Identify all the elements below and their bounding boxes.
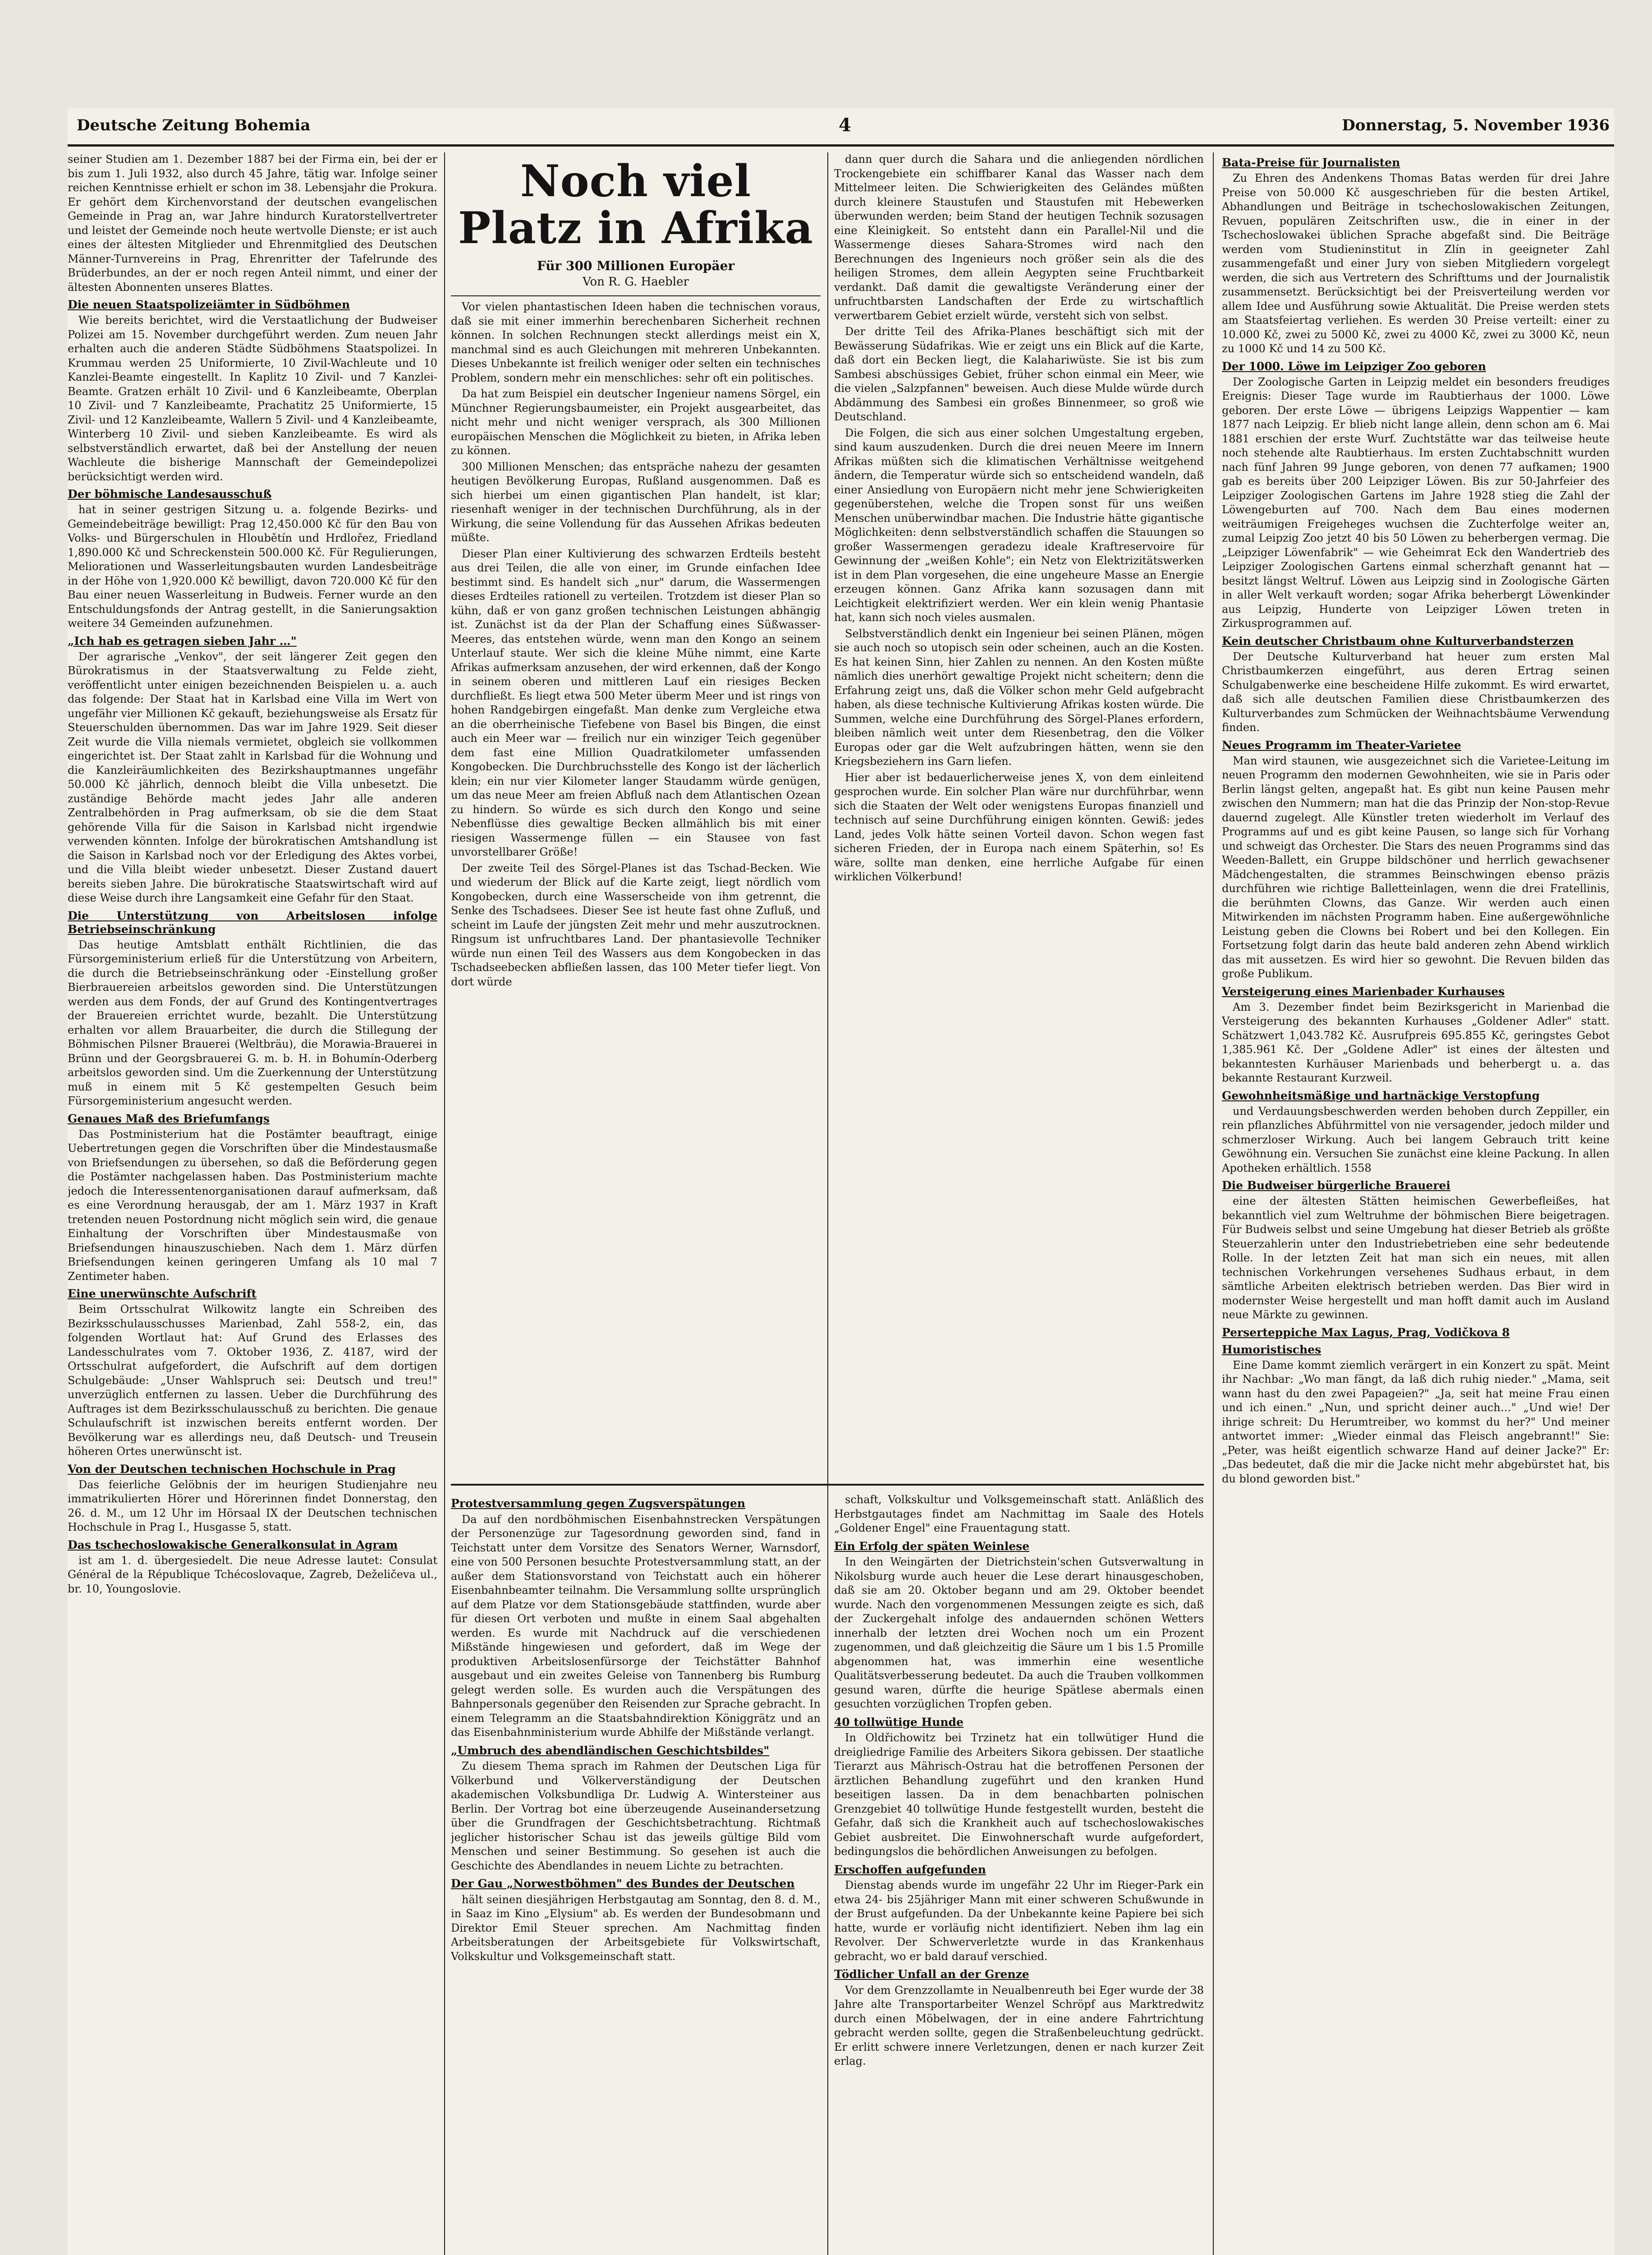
- article-heading: Bata-Preise für Journalisten: [1222, 156, 1400, 169]
- paragraph: Dieser Plan einer Kultivierung des schwarzen Erdteils besteht aus drei Teilen, die alle von einer, im Grunde einfachen Idee bestimmt sind. Es handelt sich „nur" darum, die Wassermengen dieses Erdteiles rationell zu verteilen. Trotzdem ist dieser Plan so kühn, daß er von ganz großen technischen Leistungen abhängig ist. Zunächst ist da der Plan der Schaffung eines Süßwasser-Meeres, das entstehen würde, wenn man den Kongo an seinem Unterlauf staute. Wer sich die kleine Mühe nimmt, eine Karte Afrikas aufmerksam anzusehen, der wird erkennen, daß der Kongo in seinem oberen und mittleren Lauf ein riesiges Becken durchfließt. Es liegt etwa 500 Meter überm Meer und ist rings von hohen Randgebirgen eingefaßt. Man denke zum Vergleiche etwa an die oberrheinische Tiefebene von Basel bis Bingen, die einst auch ein Meer war — freilich nur ein winziger Teich gegenüber dem fast eine Million Quadratkilometer umfassenden Kongobecken. Die Durchbruchsstelle des Kongo ist der lächerlich klein; ein nur vier Kilometer langer Staudamm würde genügen, um das neue Meer am freien Abfluß nach dem Atlantischen Ozean zu hindern. So würde es sich durch den Kongo und seine Nebenflüsse dies gewaltige Becken allmählich bis mit einer riesigen Wassermenge füllen — ein Stausee von fast unvorstellbarer Größe!: [451, 547, 821, 858]
- column-1: [68, 152, 437, 2255]
- article-heading: „Ich hab es getragen sieben Jahr …": [68, 634, 297, 648]
- feature-title: Noch viel Platz in Afrika: [458, 156, 813, 253]
- article-heading: Versteigerung eines Marienbader Kurhauses: [1222, 985, 1505, 998]
- lower-column-3: [834, 1493, 1204, 2255]
- paragraph: Das Postministerium hat die Postämter beauftragt, einige Uebertretungen gegen die Vorschriften über die Mindestausmaße von Briefsendungen zu übersehen, so daß die Beförderung gegen die Postämter nachgelassen haben. Das Postministerium machte jedoch die Interessentenorganisationen darauf aufmerksam, daß es eine Verordnung herausgab, der am 1. März 1937 in Kraft tretenden neuen Postordnung nicht möglich sein wird, die genaue Einhaltung der Vorschriften über Mindestausmaße von Briefsendungen hinauszuschieben. Nach dem 1. März dürfen Briefsendungen keinen geringeren Umfang als 10 mal 7 Zentimeter haben.: [68, 1128, 437, 1283]
- article-heading: Das tschechoslowakische Generalkonsulat in Agram: [68, 1538, 398, 1551]
- feature-continuation: [834, 152, 1204, 1478]
- article-heading: Die Budweiser bürgerliche Brauerei: [1222, 1179, 1450, 1192]
- column-rule: [444, 152, 445, 2255]
- paragraph: Vor vielen phantastischen Ideen haben die technischen voraus, daß sie mit einer immerhin berechenbaren Sicherheit rechnen können. In solchen Rechnungen steckt allerdings meist ein X, manchmal sind es auch Gleichungen mit mehreren Unbekannten. Dieses Unbekannte ist freilich weniger oder selten ein technisches Problem, sondern mehr ein menschliches: sehr oft ein politisches.: [451, 300, 821, 384]
- paragraph: Dienstag abends wurde im ungefähr 22 Uhr im Rieger-Park ein etwa 24- bis 25jähriger Mann mit einer schweren Schußwunde in der Brust aufgefunden. Da der Unbekannte keine Papiere bei sich hatte, wurde er vorläufig nicht identifiziert. Neben ihm lag ein Revolver. Der Schwerverletzte wurde in das Krankenhaus gebracht, wo er bald darauf verschied.: [834, 1879, 1204, 1963]
- feature-bottom-rule: [451, 1484, 1204, 1486]
- issue-date: Donnerstag, 5. November 1936: [1342, 116, 1610, 134]
- paragraph: Am 3. Dezember findet beim Bezirksgericht in Marienbad die Versteigerung des bekannten Kurhauses „Goldener Adler" statt. Schätzwert 1,043.782 Kč. Ausrufpreis 695.855 Kč, geringstes Gebot 1,385.961 Kč. Der „Goldene Adler" ist eines der ältesten und bekanntesten Kurhäuser Marienbads und beherbergt u. a. das bekannte Restaurant Kurzweil.: [1222, 1000, 1610, 1084]
- paragraph: Der zweite Teil des Sörgel-Planes ist das Tschad-Becken. Wie und wiederum der Blick auf die Karte zeigt, liegt nördlich vom Kongobecken, durch eine Wasserscheide von ihm getrennt, die Senke des Tschadsees. Dieser See ist heute fast ohne Zufluß, und scheint im Laufe der jüngsten Zeit mehr und mehr auszutrocknen. Ringsum ist unfruchtbares Land. Der phantasievolle Techniker würde nun einen Teil des Wassers aus dem Kongobecken in das Tschadseebecken abfließen lassen, das 100 Meter tiefer liegt. Von dort würde: [451, 861, 821, 988]
- paragraph: Der dritte Teil des Afrika-Planes beschäftigt sich mit der Bewässerung Südafrikas. Wie er zeigt uns ein Blick auf die Karte, daß dort ein Becken liegt, die Kalahariwüste. Sie ist bis zum Sambesi abschüssiges Gebiet, früher schon einmal ein Meer, wie die vielen „Salzpfannen" beweisen. Auch diese Mulde würde durch Abdämmung des Sambesi ein großes Binnenmeer, so groß wie Deutschland.: [834, 325, 1204, 423]
- paragraph: Da hat zum Beispiel ein deutscher Ingenieur namens Sörgel, ein Münchner Regierungsbaumeister, ein Projekt ausgearbeitet, das nicht mehr und nicht weniger versprach, als 300 Millionen europäischen Menschen die Möglichkeit zu bieten, in Afrika leben zu können.: [451, 387, 821, 457]
- article-heading: Tödlicher Unfall an der Grenze: [834, 1968, 1029, 1981]
- paragraph: Zu Ehren des Andenkens Thomas Batas werden für drei Jahre Preise von 50.000 Kč ausgeschrieben für die besten Artikel, Abhandlungen und Beiträge in tschechoslowakischen Zeitungen, Revuen, populären Zeitschriften usw., die in einer in der Tschechoslowakei üblichen Sprache abgefaßt sind. Die Beiträge werden vom Studieninstitut in Zlín in geeigneter Zahl zusammengefaßt und einer Jury von sieben Mitgliedern vorgelegt werden, die sich aus Vertretern des Schrifttums und der Journalistik zusammensetzt. Berücksichtigt bei der Preisverteilung werden vor allem Idee und Ausführung sowie Aktualität. Die Preise werden stets am Staatsfeiertag verliehen. Es werden 30 Preise verteilt: einer zu 10.000 Kč, zwei zu 5000 Kč, zwei zu 4000 Kč, zwei zu 3000 Kč, neun zu 1000 Kč und 14 zu 500 Kč.: [1222, 172, 1610, 355]
- article-heading: Gewohnheitsmäßige und hartnäckige Verstopfung: [1222, 1089, 1540, 1102]
- paragraph: Eine Dame kommt ziemlich verärgert in ein Konzert zu spät. Meint ihr Nachbar: „Wo man fängt, da laß dich ruhig nieder." „Mama, seit wann hast du den zwei Papageien?" „Ja, seit hat meine Frau einen und ich einen." „Nun, und spricht deiner auch…" „Und wie! Der ihrige schreit: Du Herumtreiber, wo kommst du her?" Und meiner antwortet immer: „Wieder einmal das Fleisch angebrannt!" Sie: „Peter, was heißt eigentlich schwarze Hand auf deiner Jacke?" Er: „Das bedeutet, daß die mir die Jacke nicht mehr abgebürstet hat, bis du blond geworden bist.": [1222, 1358, 1610, 1485]
- paragraph: Wie bereits berichtet, wird die Verstaatlichung der Budweiser Polizei am 15. November durchgeführt werden. Zum neuen Jahr erhalten auch die anderen Städte Südböhmens Staatspolizei. In Krummau werden 25 Uniformierte, 10 Zivil-Wachleute und 10 Kanzlei-Beamte eingestellt. In Kaplitz 10 Zivil- und 7 Kanzlei-Beamte. Gratzen erhält 10 Zivil- und 6 Kanzleibeamte, Oberplan 10 Zivil- und 7 Kanzleibeamte, Prachatitz 25 Uniformierte, 15 Zivil- und 12 Kanzleibeamte, Wallern 5 Zivil- und 4 Kanzleibeamte, Winterberg 10 Zivil- und sieben Kanzleibeamte. Es wird als selbstverständlich erwartet, daß bei der Anstellung der neuen Wachleute die bisherige Mannschaft der Gemeindepolizei berücksichtigt werden wird.: [68, 314, 437, 483]
- paragraph: Man wird staunen, wie ausgezeichnet sich die Varietee-Leitung im neuen Programm den modernen Gewohnheiten, wie sie in Paris oder Berlin längst gelten, angepaßt hat. Es gibt nun keine Pausen mehr zwischen den Nummern; man hat die das Prinzip der Non-stop-Revue dauernd zugelegt. Alle Künstler treten wiederholt im Verlauf des Programms auf und es gibt keine Pausen, so lange sich für Vorhang und schweigt das Orchester. Die Stars des neuen Programms sind das Weeden-Ballett, ein Gruppe bildschöner und herrlich gewachsener Mädchengestalten, die strammes Beinschwingen ebenso präzis durchführen wie richtige Balletteinlagen, wenn die drei Fratellinis, die berühmten Clowns, das Ganze. Wir werden auch einen Mitwirkenden im nächsten Programm haben. Eine außergewöhnliche Leistung geben die Clowns bei Robert und bei den Kollegen. Ein Fortsetzung folgt darin das heute bald anderen zehn Abend wirklich das mit aussetzen. Es wird hier so gewohnt. Die Revuen bilden das große Publikum.: [1222, 754, 1610, 980]
- paragraph: Die Folgen, die sich aus einer solchen Umgestaltung ergeben, sind kaum auszudenken. Durch die drei neuen Meere im Innern Afrikas müßten sich die klimatischen Verhältnisse weitgehend ändern, die Temperatur würde sich so entscheidend wandeln, daß einer Ansiedlung von Europäern nicht mehr jene Schwierigkeiten gegenüberstehen, welche die Tropen sonst für uns weißen Menschen unüberwindbar machen. Die Industrie hätte gigantische Möglichkeiten: denn selbstverständlich schaffen die Stauungen so großer Wassermengen geradezu ideale Kraftreservoire für Gewinnung der „weißen Kohle"; ein Netz von Elektrizitätswerken ist in dem Plan vorgesehen, die eine ungeheure Masse an Energie erzeugen können. Ganz Afrika kann sozusagen dann mit Leichtigkeit elektrifiziert werden. Wer ein klein wenig Phantasie hat, kann sich noch vieles ausmalen.: [834, 426, 1204, 624]
- article-heading: „Umbruch des abendländischen Geschichtsbildes": [451, 1744, 770, 1757]
- paragraph: Der Zoologische Garten in Leipzig meldet ein besonders freudiges Ereignis: Dieser Tage wurde im Raubtierhaus der 1000. Löwe geboren. Der erste Löwe — übrigens Leipzigs Wappentier — kam 1877 nach Leipzig. Er blieb nicht lange allein, denn schon am 6. Mai 1881 erschien der erste Wurf. Zuchtstätte war das teilweise heute noch stehende alte Raubtierhaus. Im ersten Zuchtabschnitt wurden nach fünf Jahren 99 Junge geboren, von denen 77 aufkamen; 1900 gab es bereits über 200 Leipziger Löwen. Bis zur 50-Jahrfeier des Leipziger Zoologischen Gartens im Jahre 1928 stieg die Zahl der Löwengeburten auf 700. Nach dem Bau eines modernen weiträumigen Freigeheges wuchsen die Zuchterfolge weiter an, zumal Leipzig Zoo jetzt 40 bis 50 Löwen zu beherbergen vermag. Die „Leipziger Löwenfabrik" — wie Geheimrat Eck den Wandertrieb des Leipziger Zoologischen Gartens einmal scherzhaft genannt hat — besitzt längst Weltruf. Löwen aus Leipzig sind in Zoologische Gärten in aller Welt verkauft worden; sogar Afrika beherbergt Löwenkinder aus Leipzig, Hunderte von Leipziger Löwen treten in Zirkusprogrammen auf.: [1222, 375, 1610, 630]
- paragraph: Der agrarische „Venkov", der seit längerer Zeit gegen den Bürokratismus in der Staatsverwaltung zu Felde zieht, veröffentlicht unter einigen bezeichnenden Beispielen u. a. auch das folgende: Der Staat hat in Karlsbad eine Villa im Wert von ungefähr vier Millionen Kč gekauft, beziehungsweise als Ersatz für Steuerschulden übernommen. Das war im Jahre 1929. Seit dieser Zeit wurde die Villa niemals vermietet, obgleich sie vollkommen eingerichtet ist. Der Staat zahlt in Karlsbad für die Wohnung und die Kanzleiräumlichkeiten des Bezirkshauptmannes ungefähr 50.000 Kč jährlich, dennoch bleibt die Villa unbesetzt. Die zuständige Behörde macht jedes Jahr alle anderen Zentralbehörden in Prag aufmerksam, ob sie die dem Staat gehörende Villa für die Saison in Karlsbad nicht irgendwie verwenden könnten. Infolge der bürokratischen Amtshandlung ist die Saison in Karlsbad noch vor der Erledigung des Aktes vorbei, und die Villa bleibt wieder unbesetzt. Dieser Zustand dauert bereits sieben Jahre. Die bürokratische Staatswirtschaft wird auf diese Weise durch ihre Langsamkeit eine Gefahr für den Staat.: [68, 650, 437, 904]
- paragraph: und Verdauungsbeschwerden werden behoben durch Zeppiller, ein rein pflanzliches Abführmittel von nie versagender, jedoch milder und schmerzloser Wirkung. Auch bei langem Gebrauch tritt keine Gewöhnung ein. Versuchen Sie zunächst eine kleine Packung. In allen Apotheken erhältlich. 1558: [1222, 1104, 1610, 1174]
- article-heading: Der Gau „Norwestböhmen" des Bundes der Deutschen: [451, 1877, 795, 1890]
- article-heading: Von der Deutschen technischen Hochschule in Prag: [68, 1462, 396, 1476]
- article-heading: Protestversammlung gegen Zugsverspätungen: [451, 1497, 745, 1510]
- page-number: 4: [839, 115, 851, 136]
- paragraph: Der Deutsche Kulturverband hat heuer zum ersten Mal Christbaumkerzen eingeführt, aus deren Ertrag seinen Schulgabenwerke eine bescheidene Hilfe zukommt. Es wird erwartet, daß sich alle deutschen Familien diese Christbaumkerzen des Kulturverbandes zum Schmücken der Weihnachtsbäume Verwendung finden.: [1222, 650, 1610, 734]
- paragraph: In Oldřichowitz bei Trzinetz hat ein tollwütiger Hund die dreigliedrige Familie des Arbeiters Sikora gebissen. Der staatliche Tierarzt aus Mährisch-Ostrau hat die betroffenen Personen der ärztlichen Behandlung zugeführt und den kranken Hund beseitigen lassen. Da in dem benachbarten polnischen Grenzgebiet 40 tollwütige Hunde festgestellt wurden, besteht die Gefahr, daß sich die Krankheit auch auf tschechoslowakisches Gebiet ausbreitet. Die Einwohnerschaft wurde aufgefordert, bedingungslos die behördlichen Anweisungen zu befolgen.: [834, 1731, 1204, 1858]
- article-heading: Ein Erfolg der späten Weinlese: [834, 1539, 1030, 1553]
- article-heading: Eine unerwünschte Aufschrift: [68, 1287, 257, 1300]
- paragraph: hält seinen diesjährigen Herbstgautag am Sonntag, den 8. d. M., in Saaz im Kino „Elysium" ab. Es werden der Bundesobmann und Direktor Emil Steuer sprechen. Am Nachmittag finden Arbeitsberatungen der Arbeitsgebiete für Volkswirtschaft, Volkskultur und Volksgemeinschaft statt.: [451, 1893, 821, 1963]
- lower-column-2: [451, 1493, 821, 2255]
- paragraph: Vor dem Grenzzollamte in Neualbenreuth bei Eger wurde der 38 Jahre alte Transportarbeiter Wenzel Schröpf aus Marktredwitz durch einen Möbelwagen, der in eine andere Fahrtrichtung gebracht werden sollte, gegen die Straßenbeleuchtung gedrückt. Er erlitt schwere innere Verletzungen, denen er nach kurzer Zeit erlag.: [834, 1983, 1204, 2067]
- article-heading: 40 tollwütige Hunde: [834, 1715, 964, 1729]
- column-rule: [1213, 152, 1214, 2255]
- paragraph: eine der ältesten Stätten heimischen Gewerbefleißes, hat bekanntlich viel zum Weltruhme der böhmischen Biere beigetragen. Für Budweis selbst und seine Umgebung hat dieser Betrieb als größte Steuerzahlerin unter den Industriebetrieben eine sehr bedeutende Rolle. In der letzten Zeit hat man sich ein neues, mit allen technischen Vorkehrungen versehenes Sudhaus erbaut, in dem sämtliche Arbeiten elektrisch betrieben werden. Das Bier wird in modernster Weise hergestellt und man hofft damit auch im Ausland neue Märkte zu gewinnen.: [1222, 1195, 1610, 1321]
- paragraph: ist am 1. d. übergesiedelt. Die neue Adresse lautet: Consulat Général de la République Tchécoslovaque, Zagreb, Deželičeva ul., br. 10, Youngoslovie.: [68, 1554, 437, 1595]
- paragraph: schaft, Volkskultur und Volksgemeinschaft statt. Anläßlich des Herbstgautages findet am Nachmittag im Saale des Hotels „Goldener Engel" eine Frauentagung statt.: [834, 1493, 1204, 1534]
- article-heading: Die Unterstützung von Arbeitslosen infolge Betriebseinschränkung: [68, 909, 437, 936]
- page-header: [68, 108, 1614, 147]
- paragraph: 300 Millionen Menschen; das entspräche nahezu der gesamten heutigen Bevölkerung Europas, Rußland ausgenommen. Daß es sich hierbei um einen gigantischen Plan handelt, ist klar; riesenhaft weniger in der technischen Durchführung, als in der Wirkung, die seine Vollendung für das Aussehen Afrikas bedeuten müßte.: [451, 460, 821, 544]
- article-heading: Humoristisches: [1222, 1343, 1322, 1356]
- feature-subtitle: Für 300 Millionen Europäer: [537, 258, 735, 273]
- newspaper-page: [68, 108, 1614, 2255]
- feature-byline: Von R. G. Haebler: [583, 275, 689, 289]
- article-heading: Erschoffen aufgefunden: [834, 1863, 986, 1876]
- article-heading: Der 1000. Löwe im Leipziger Zoo geboren: [1222, 359, 1486, 373]
- column-rule: [827, 152, 828, 2255]
- paragraph: Hier aber ist bedauerlicherweise jenes X, von dem einleitend gesprochen wurde. Ein solcher Plan wäre nur durchführbar, wenn sich die Staaten der Welt oder wenigstens Europas finanziell und technisch auf seine Durchführung einigen könnten. Gewiß: jedes Land, jedes Volk hätte seinen Vorteil davon. Schon wegen fast sicheren Frieden, der in Europa nach einem Späterhin, so! Es wäre, sollte man denken, eine herrliche Aufgabe für einen wirklichen Völkerbund!: [834, 771, 1204, 883]
- paragraph: hat in seiner gestrigen Sitzung u. a. folgende Bezirks- und Gemeindebeiträge bewilligt: Prag 12,450.000 Kč für den Bau von Volks- und Bürgerschulen in Hloubětín und Hrdlořez, Friedland 1,890.000 Kč und Schreckenstein 500.000 Kč. Für Regulierungen, Meliorationen und Wasserleitungsbauten wurden Landesbeiträge in der Höhe von 1,920.000 Kč bewilligt, davon 720.000 Kč für den Bau einer neuen Wasserleitung in Budweis. Ferner wurde an den Entschuldungsfonds der Antrag gestellt, in die Sanierungsaktion weitere 34 Gemeinden aufzunehmen.: [68, 503, 437, 630]
- paragraph: Zu diesem Thema sprach im Rahmen der Deutschen Liga für Völkerbund und Völkerverständigung der Deutschen akademischen Volksbundliga Dr. Ludwig A. Wintersteiner aus Berlin. Der Vortrag bot eine überzeugende Auseinandersetzung über die Grundfragen der Geschichtsbetrachtung. Richtmaß jeglicher historischer Schau ist das jeweils gültige Bild vom Menschen und seiner Bestimmung. So gesehen ist auch die Geschichte des Abendlandes in neuem Lichte zu betrachten.: [451, 1760, 821, 1872]
- paragraph: Da auf den nordböhmischen Eisenbahnstrecken Verspätungen der Personenzüge zur Tagesordnung geworden sind, fand in Teichstatt unter dem Vorsitze des Senators Werner, Warnsdorf, eine von 500 Personen besuchte Protestversammlung statt, an der außer dem Stationsvorstand von Teichstatt auch ein höherer Eisenbahnbeamter teilnahm. Die Versammlung sollte ursprünglich auf dem Platze vor dem Stationsgebäude stattfinden, wurde aber für diesen Ort verboten und mußte in einem Saal abgehalten werden. Es wurde mit Nachdruck auf die verschiedenen Mißstände hingewiesen und gefordert, daß im Wege der produktiven Arbeitslosenfürsorge der Teichstätter Bahnhof ausgebaut und ein zweites Geleise von Tannenberg bis Rumburg gelegt werden solle. Es wurden auch die Verspätungen des Bahnpersonals gegenüber den Reisenden zur Sprache gebracht. In einem Telegramm an die Staatsbahndirektion Königgrätz und an das Eisenbahnministerium wurde Abhilfe der Mißstände verlangt.: [451, 1513, 821, 1739]
- paragraph: In den Weingärten der Dietrichstein'schen Gutsverwaltung in Nikolsburg wurde auch heuer die Lese derart hinausgeschoben, daß sie am 20. Oktober begann und am 29. Oktober beendet wurde. Nach den vorgenommenen Messungen zeigte es sich, daß der Zuckergehalt infolge des andauernden schönen Wetters innerhalb der letzten drei Wochen noch um ein Prozent zugenommen, und daß gleichzeitig die Säure um 1 bis 1.5 Promille abgenommen hat, was immerhin eine wesentliche Qualitätsverbesserung bedeutet. Da auch die Trauben vollkommen gesund waren, dürfte die heurige Spätlese abermals einen gesuchten vorzüglichen Tropfen geben.: [834, 1555, 1204, 1710]
- paragraph: Das feierliche Gelöbnis der im heurigen Studienjahre neu immatrikulierten Hörer und Hörerinnen findet Donnerstag, den 26. d. M., um 12 Uhr im Hörsaal IX der Deutschen technischen Hochschule in Prag I., Husgasse 5, statt.: [68, 1478, 437, 1533]
- feature-article: [451, 152, 821, 1478]
- article-heading: Kein deutscher Christbaum ohne Kulturverbandsterzen: [1222, 634, 1574, 648]
- paragraph: Beim Ortsschulrat Wilkowitz langte ein Schreiben des Bezirksschulausschusses Marienbad, Zahl 558-2, ein, das folgenden Wortlaut hat: Auf Grund des Erlasses des Landesschulrates vom 7. Oktober 1936, Z. 4187, wird der Ortsschulrat aufgefordert, die Aufschrift auf dem dortigen Schulgebäude: „Unser Wahlspruch sei: Deutsch und treu!" unverzüglich entfernen zu lassen. Ueber die Durchführung des Auftrages ist dem Bezirksschulausschuß zu berichten. Die genaue Schulaufschrift ist inzwischen bereits entfernt worden. Der Bevölkerung war es allerdings neu, daß Deutsch- und Treusein höheren Ortes unerwünscht ist.: [68, 1303, 437, 1458]
- article-heading: Die neuen Staatspolizeiämter in Südböhmen: [68, 298, 350, 311]
- article-heading: Perserteppiche Max Lagus, Prag, Vodičkova 8: [1222, 1325, 1510, 1339]
- paragraph: dann quer durch die Sahara und die anliegenden nördlichen Trockengebiete ein schiffbarer Kanal das Wasser nach dem Mittelmeer leiten. Die Schwierigkeiten des Geländes müßten durch kleinere Staustufen und Staustufen mit Hebewerken überwunden werden; beim Stand der heutigen Technik sozusagen eine Kleinigkeit. So entsteht dann ein Parallel-Nil und die Wassermenge dieses Sahara-Stromes wird nach den Berechnungen des Ingenieurs noch größer sein als die des heiligen Stromes, dem allein Aegypten seine Fruchtbarkeit verdankt. Daß damit die gewaltigste Veränderung einer der unfruchtbarsten Landschaften der Erde zu wirtschaftlich verwertbarem Gebiet erzielt würde, versteht sich von selbst.: [834, 153, 1204, 322]
- paragraph: seiner Studien am 1. Dezember 1887 bei der Firma ein, bei der er bis zum 1. Juli 1932, also durch 45 Jahre, tätig war. Infolge seiner reichen Kenntnisse erhielt er schon im 38. Lebensjahr die Prokura. Er gehört dem Kirchenvorstand der deutschen evangelischen Gemeinde in Prag an, war Jahre hindurch Kuratorstellvertreter und leistet der Gemeinde noch heute wertvolle Dienste; er ist auch eines der ältesten Mitglieder und Ehrenmitglied des Deutschen Männer-Turnvereins in Prag, Ehrenritter der Tafelrunde des Brüderbundes, an der er noch regen Anteil nimmt, und einer der ältesten Abonnenten unseres Blattes.: [68, 153, 437, 294]
- paragraph: Das heutige Amtsblatt enthält Richtlinien, die das Fürsorgeministerium erließ für die Unterstützung von Arbeitern, die durch die Betriebseinschränkung oder -Einstellung großer Bierbrauereien arbeitslos geworden sind. Die Unterstützungen werden aus dem Fonds, der auf Grund des Kontingentvertrages der Brauereien errichtet wurde, bezahlt. Die Unterstützung erhalten vor allem Brauarbeiter, die durch die Stillegung der Böhmischen Pilsner Brauerei (Weltbräu), die Morawia-Brauerei in Brünn und der Georgsbrauerei G. m. b. H. in Bohumín-Oderberg arbeitslos geworden sind. Um die Zuerkennung der Unterstützung muß in einem mit 5 Kč gestempelten Gesuch beim Fürsorgeministerium angesucht werden.: [68, 938, 437, 1107]
- paper-name: Deutsche Zeitung Bohemia: [77, 116, 311, 134]
- paragraph: Selbstverständlich denkt ein Ingenieur bei seinen Plänen, mögen sie auch noch so utopisch sein oder scheinen, auch an die Kosten. Es hat keinen Sinn, hier Zahlen zu nennen. An den Kosten müßte nämlich dies unerhört gewaltige Projekt nicht scheitern; denn die Erfahrung zeigt uns, daß die Völker schon mehr Geld aufgebracht haben, als diese technische Kultivierung Afrikas kosten würde. Die Summen, welche eine Durchführung des Sörgel-Planes erfordern, bleiben nämlich weit unter dem Riesenbetrag, den die Völker Europas oder gar die Welt aufzubringen hätten, wenn sie den Kriegsbeziehern ins Garn liefen.: [834, 627, 1204, 768]
- article-heading: Genaues Maß des Briefumfangs: [68, 1112, 270, 1125]
- article-heading: Neues Programm im Theater-Varietee: [1222, 738, 1461, 752]
- article-heading: Der böhmische Landesausschuß: [68, 488, 272, 501]
- column-4: [1222, 152, 1610, 2255]
